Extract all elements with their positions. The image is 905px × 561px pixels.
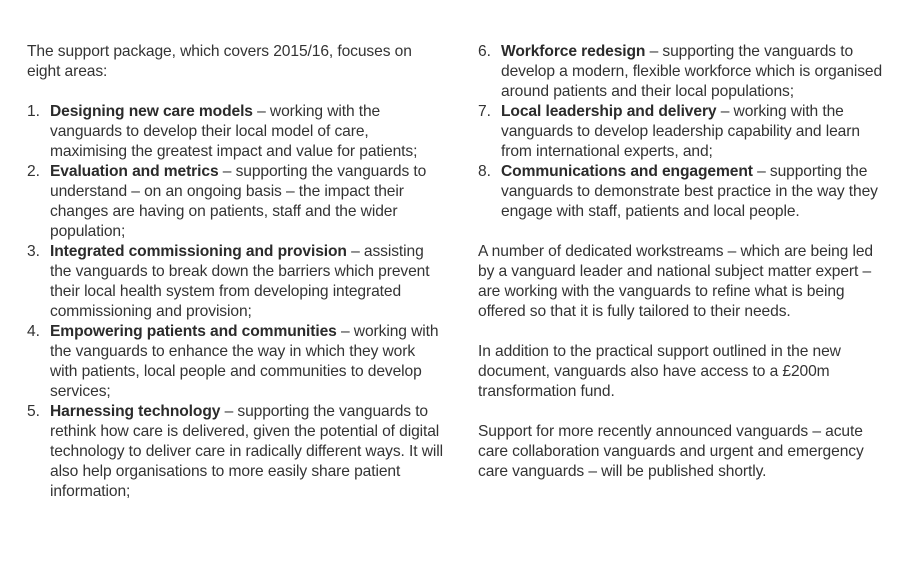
support-areas-list-part-1 xyxy=(27,102,445,502)
left-column xyxy=(27,42,445,502)
list-item-text: – supporting the vanguards to understand – on an ongoing basis – the impact their changes are having on patients, staff and the wider population; xyxy=(50,163,427,240)
list-item-text: – supporting the vanguards to rethink how care is delivered, given the potential of digital technology to deliver care in radically different ways. It will also help organisations to more easily share patient information; xyxy=(50,403,443,500)
list-item-term: Harnessing technology xyxy=(50,403,221,420)
spacer xyxy=(478,222,890,242)
list-item-term: Communications and engagement xyxy=(501,163,753,180)
list-number: 4. xyxy=(27,323,40,340)
list-item-term: Designing new care models xyxy=(50,103,253,120)
spacer xyxy=(478,402,890,422)
list-number: 8. xyxy=(478,163,491,180)
list-item-local-leadership xyxy=(478,102,890,162)
support-areas-list-part-2 xyxy=(478,42,890,222)
list-item-text: – working with the vanguards to enhance the way in which they work with patients, local people and communities to develop services; xyxy=(50,323,439,400)
spacer xyxy=(27,82,445,102)
list-item-term: Local leadership and delivery xyxy=(501,103,717,120)
transformation-fund-paragraph: In addition to the practical support outlined in the new document, vanguards also have access to a £200m transformation fund. xyxy=(478,343,841,400)
list-number: 6. xyxy=(478,43,491,60)
list-item-empowering-patients xyxy=(27,322,445,402)
list-item-text: – assisting the vanguards to break down the barriers which prevent their local health system from developing integrated commissioning and provision; xyxy=(50,243,430,320)
list-item-evaluation-and-metrics xyxy=(27,162,445,242)
list-item-text: – working with the vanguards to develop leadership capability and learn from international experts, and; xyxy=(501,103,860,160)
list-number: 1. xyxy=(27,103,40,120)
list-number: 7. xyxy=(478,103,491,120)
right-column xyxy=(478,42,890,482)
list-item-text: – supporting the vanguards to demonstrate best practice in the way they engage with staff, patients and local people. xyxy=(501,163,878,220)
list-item-term: Workforce redesign xyxy=(501,43,646,60)
list-item-term: Empowering patients and communities xyxy=(50,323,337,340)
list-item-harnessing-technology xyxy=(27,402,445,502)
list-item-term: Integrated commissioning and provision xyxy=(50,243,347,260)
list-item-integrated-commissioning xyxy=(27,242,445,322)
list-item-text: – supporting the vanguards to develop a modern, flexible workforce which is organised around patients and their local populations; xyxy=(501,43,883,100)
intro-paragraph: The support package, which covers 2015/16, focuses on eight areas: xyxy=(27,43,412,80)
recent-vanguards-paragraph: Support for more recently announced vanguards – acute care collaboration vanguards and urgent and emergency care vanguards – will be published shortly. xyxy=(478,423,864,480)
list-item-communications-engagement xyxy=(478,162,890,222)
spacer xyxy=(478,322,890,342)
workstreams-paragraph: A number of dedicated workstreams – which are being led by a vanguard leader and national subject matter expert – are working with the vanguards to refine what is being offered so that it is fully tailored to their needs. xyxy=(478,243,873,320)
list-number: 3. xyxy=(27,243,40,260)
list-item-designing-new-care-models xyxy=(27,102,445,162)
list-number: 2. xyxy=(27,163,40,180)
list-item-workforce-redesign xyxy=(478,42,890,102)
list-item-text: – working with the vanguards to develop their local model of care, maximising the greatest impact and value for patients; xyxy=(50,103,418,160)
list-item-term: Evaluation and metrics xyxy=(50,163,219,180)
list-number: 5. xyxy=(27,403,40,420)
